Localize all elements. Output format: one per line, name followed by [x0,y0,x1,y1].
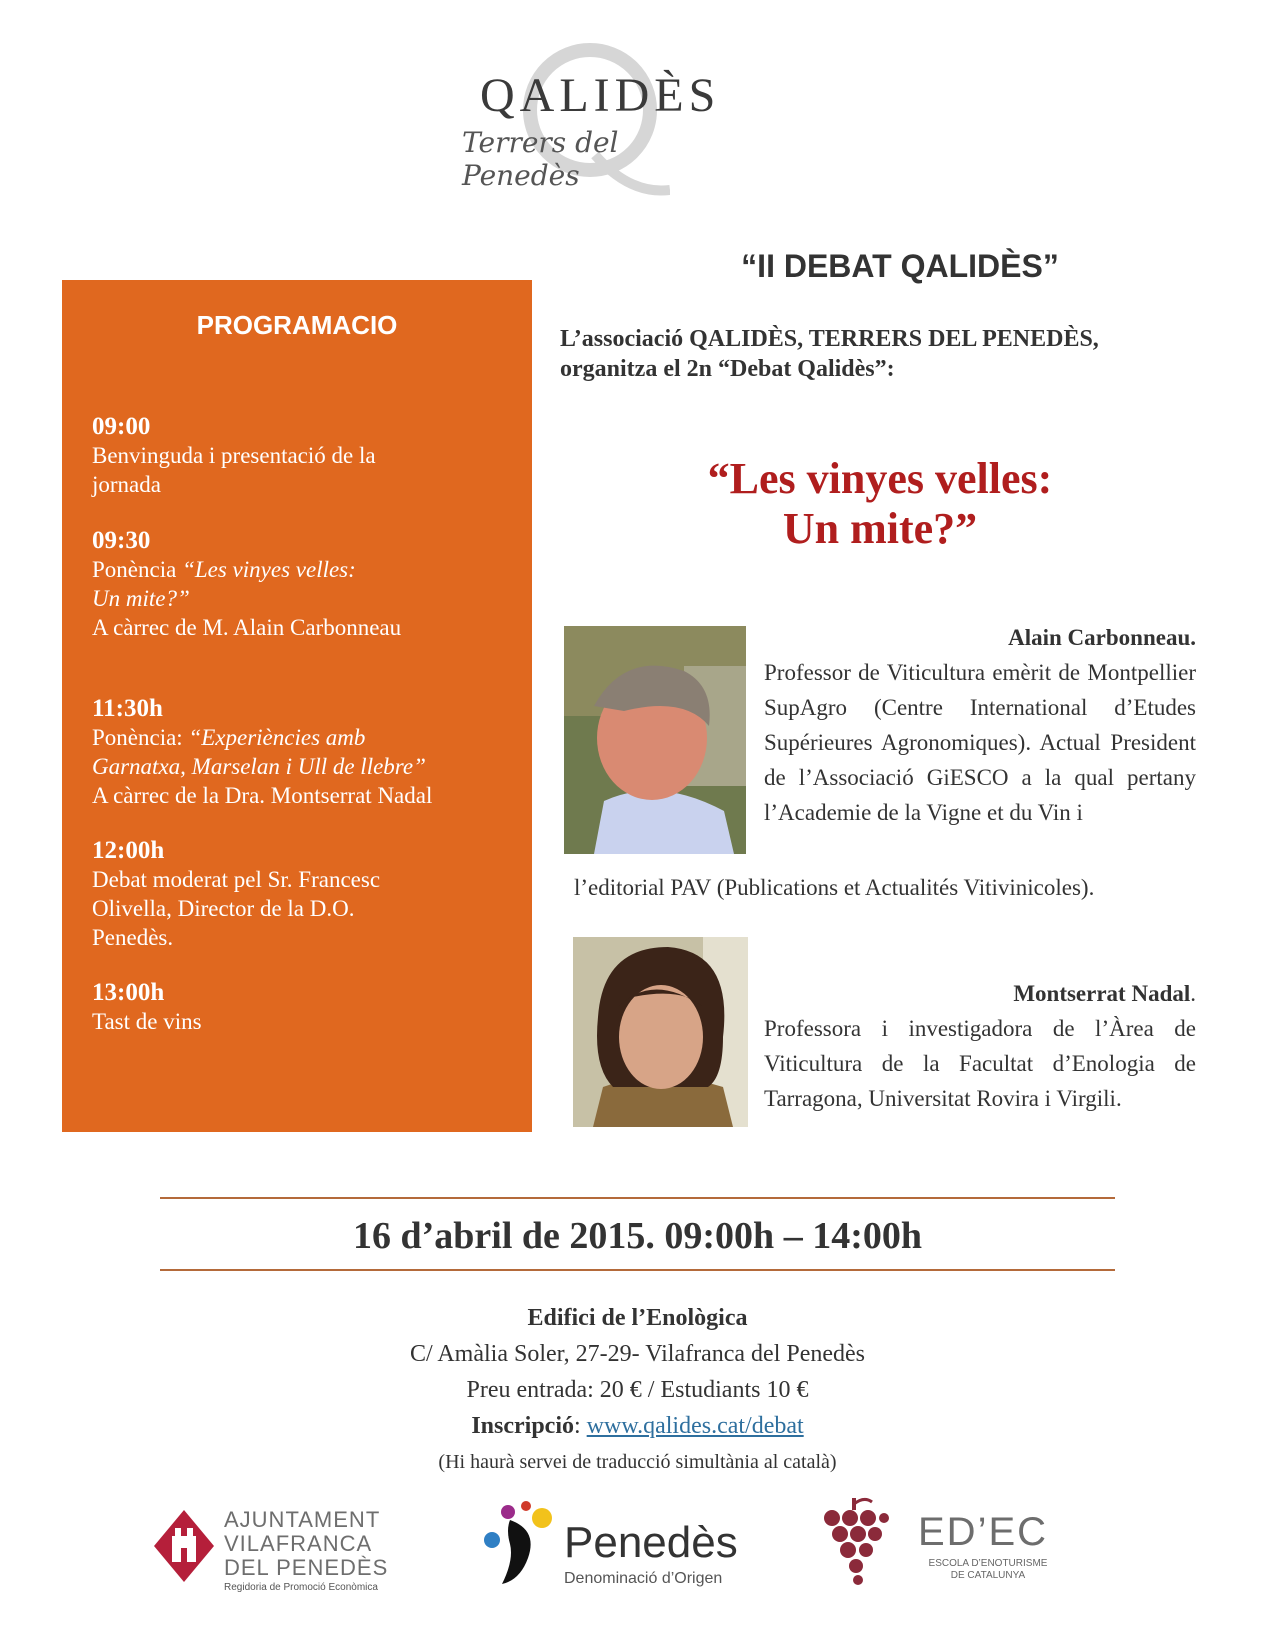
slot-italic: “Experiències amb [188,725,366,750]
edec-sub-line: ESCOLA D’ENOTURISME [928,1558,1048,1569]
qalides-logo [440,40,740,210]
grape-icon [818,1496,890,1586]
program-slot [92,526,517,642]
brand-tagline: Terrers del Penedès [462,126,619,192]
ajuntament-line: AJUNTAMENT [224,1507,381,1532]
ticket-price: Preu entrada: 20 € / Estudiants 10 € [466,1377,809,1403]
topic-line: “Les vinyes velles: [707,454,1053,503]
ajuntament-logo [152,1502,452,1602]
slot-prefix: Ponència: [92,725,189,750]
slot-text [92,723,517,752]
registration [260,1408,1015,1444]
speaker-name-suffix: . [1190,981,1196,1006]
penedes-do-logo [480,1500,770,1600]
speaker-bio-nadal [764,976,1196,1116]
slot-time: 09:00 [92,413,151,440]
speaker-photo-carbonneau [564,626,746,854]
program-slot [92,694,517,810]
slot-italic: Un mite?” [92,586,190,611]
slot-italic: Garnatxa, Marselan i Ull de llebre” [92,754,426,779]
speaker-bio-carbonneau [764,620,1196,830]
slot-time: 09:30 [92,527,151,554]
ajuntament-name [224,1508,388,1580]
slot-text: Penedès. [92,925,174,950]
program-heading: PROGRAMACIO [196,310,398,340]
slot-text: A càrrec de M. Alain Carbonneau [92,615,402,640]
event-title: “II DEBAT QALIDÈS” [741,248,1059,284]
registration-link[interactable]: www.qalides.cat/debat [586,1413,804,1439]
crest-icon [152,1508,216,1584]
divider-bottom [160,1269,1115,1271]
slot-time: 12:00h [92,837,165,864]
slot-time: 11:30h [92,695,163,722]
debate-topic [630,454,1130,554]
ajuntament-sub: Regidoria de Promoció Econòmica [224,1582,378,1593]
slot-text: Debat moderat pel Sr. Francesc [92,867,381,892]
slot-text [92,555,517,584]
intro-text [560,324,1180,384]
venue-address: C/ Amàlia Soler, 27-29- Vilafranca del Penedès [409,1341,866,1367]
penedes-mark-icon [480,1500,564,1590]
edec-sub-line: DE CATALUNYA [950,1570,1026,1581]
intro-line: L’associació QALIDÈS, TERRERS DEL PENEDÈS, [560,326,1099,352]
intro-line: organitza el 2n “Debat Qalidès”: [560,356,895,382]
ajuntament-line: DEL PENEDÈS [224,1555,389,1580]
slot-text: Tast de vins [92,1009,202,1034]
speaker-bio-tail: l’editorial PAV (Publications et Actualités Vitivinicoles). [574,875,1095,900]
speaker-name [764,976,1196,1011]
ajuntament-line: VILAFRANCA [224,1531,373,1556]
portrait-icon [573,937,748,1127]
speaker-name-text: Montserrat Nadal [1013,981,1191,1006]
program-slot [92,978,517,1036]
brand-name: QALIDÈS [480,69,721,122]
edec-sub [918,1558,1058,1582]
program-slot [92,412,517,499]
venue-name: Edifici de l’Enològica [527,1305,748,1331]
penedes-name: Penedès [564,1518,738,1567]
slot-prefix: Ponència [92,557,183,582]
slot-text: A càrrec de la Dra. Montserrat Nadal [92,783,433,808]
topic-line: Un mite?” [782,504,978,553]
speaker-bio: Professora i investigadora de l’Àrea de Viticultura de la Facultat d’Enologia de Tarragona, Universitat Rovira i Virgili. [764,1016,1196,1111]
venue-info [260,1300,1015,1480]
slot-text: Benvinguda i presentació de la [92,443,376,468]
registration-label: Inscripció [471,1413,574,1439]
edec-name: ED’EC [918,1510,1049,1554]
edec-logo [818,1496,1098,1606]
program-slot [92,836,517,952]
slot-text [92,752,517,781]
program-panel [62,280,532,1132]
slot-italic: “Les vinyes velles: [182,557,356,582]
registration-sep: : [573,1413,587,1439]
slot-text: jornada [92,472,161,497]
divider-top [160,1197,1115,1199]
slot-text [92,584,517,613]
speaker-name: Alain Carbonneau. [1008,625,1196,650]
speaker-photo-nadal [573,937,748,1127]
penedes-sub: Denominació d’Origen [564,1570,723,1587]
slot-text: Olivella, Director de la D.O. [92,896,355,921]
translation-note: (Hi haurà servei de traducció simultània al català) [438,1451,837,1473]
speaker-bio: Professor de Viticultura emèrit de Montpellier SupAgro (Centre International d’Etudes Supérieures Agronomiques). Actual President de l’Associació GiESCO a la qual pertany l’Academie de la Vigne et du Vin i [764,660,1196,825]
portrait-icon [564,626,746,854]
slot-time: 13:00h [92,979,165,1006]
event-date: 16 d’abril de 2015. 09:00h – 14:00h [353,1215,922,1257]
